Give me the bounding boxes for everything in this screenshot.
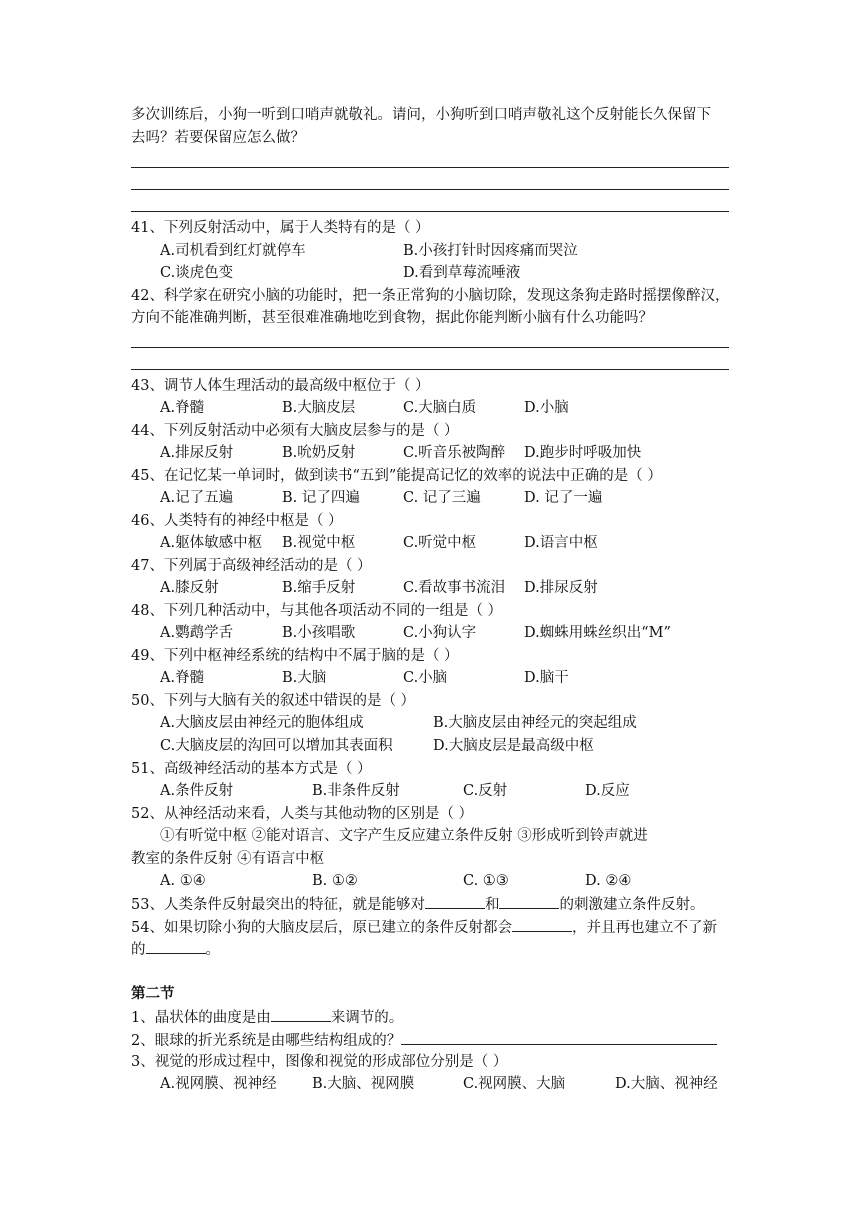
q52-items-line-2: 教室的条件反射 ④有语言中枢 (131, 851, 325, 867)
q52-option-c: C. ①③ (463, 873, 509, 889)
q52-stem: 52、从神经活动来看，人类与其他动物的区别是（ ） (131, 806, 474, 822)
s2-q2-text: 2、眼球的折光系统是由哪些结构组成的？ (131, 1033, 402, 1049)
section-heading: 第二节 (131, 985, 175, 1002)
s2-q3-option-d: D.大脑、视神经 (615, 1076, 718, 1092)
q54-line-1 (131, 917, 717, 937)
q51-option-c: C.反射 (463, 783, 508, 799)
q41-stem: 41、下列反射活动中，属于人类特有的是（ ） (131, 220, 430, 236)
q50-option-b: B.大脑皮层由神经元的突起组成 (433, 715, 637, 731)
q44-option-b: B.吮奶反射 (282, 445, 356, 461)
q45-option-d: D. 记了一遍 (524, 490, 603, 506)
q46-option-b: B.视觉中枢 (282, 535, 356, 551)
q45-option-c: C. 记了三遍 (403, 490, 481, 506)
q48-option-d: D.蜘蛛用蛛丝织出“M” (524, 625, 671, 641)
s2-q3-option-b: B.大脑、视网膜 (312, 1076, 415, 1092)
q41-option-b: B.小孩打针时因疼痛而哭泣 (403, 243, 578, 259)
q49-stem: 49、下列中枢神经系统的结构中不属于脑的是（ ） (131, 648, 459, 664)
answer-line (131, 211, 729, 212)
q52-option-d: D. ②④ (585, 873, 632, 889)
q44-option-a: A.排尿反射 (160, 445, 234, 461)
answer-line (131, 189, 729, 190)
s2-q1-text-2: 来调节的。 (330, 1010, 404, 1026)
q41-option-d: D.看到草莓流唾液 (403, 265, 521, 281)
q51-option-a: A.条件反射 (160, 783, 234, 799)
q43-stem: 43、调节人体生理活动的最高级中枢位于（ ） (131, 378, 430, 394)
fill-blank[interactable] (512, 917, 572, 932)
q44-option-d: D.跑步时呼吸加快 (524, 445, 642, 461)
q52-option-b: B. ①② (312, 873, 358, 889)
q46-stem: 46、人类特有的神经中枢是（ ） (131, 513, 343, 529)
answer-line (131, 167, 729, 168)
q45-stem: 45、在记忆某一单词时，做到读书“五到”能提高记忆的效率的说法中正确的是（ ） (131, 468, 662, 484)
q50-option-c: C.大脑皮层的沟回可以增加其表面积 (160, 738, 393, 754)
fill-blank[interactable] (401, 1030, 717, 1045)
q50-stem: 50、下列与大脑有关的叙述中错误的是（ ） (131, 693, 416, 709)
q44-option-c: C.听音乐被陶醉 (403, 445, 506, 461)
q47-option-a: A.膝反射 (160, 580, 219, 596)
q47-option-b: B.缩手反射 (282, 580, 356, 596)
q48-option-b: B.小孩唱歌 (282, 625, 356, 641)
q47-stem: 47、下列属于高级神经活动的是（ ） (131, 558, 372, 574)
q41-option-c: C.谈虎色变 (160, 265, 234, 281)
q42-line-2: 方向不能准确判断，甚至很难准确地吃到食物，据此你能判断小脑有什么功能吗？ (131, 310, 653, 326)
intro-line-1: 多次训练后，小狗一听到口哨声就敬礼。请问，小狗听到口哨声敬礼这个反射能长久保留下 (131, 107, 711, 123)
q42-line-1: 42、科学家在研究小脑的功能时，把一条正常狗的小脑切除，发现这条狗走路时摇摆像醉汉， (131, 288, 730, 304)
q52-option-a: A. ①④ (160, 873, 206, 889)
s2-q1-line (131, 1007, 403, 1027)
s2-q1-text-1: 1、晶状体的曲度是由 (131, 1010, 271, 1026)
s2-q3-option-a: A.视网膜、视神经 (160, 1076, 277, 1092)
s2-q3-option-c: C.视网膜、大脑 (463, 1076, 566, 1092)
q52-items-line-1: ①有听觉中枢 ②能对语言、文字产生反应建立条件反射 ③形成听到铃声就进 (160, 828, 648, 844)
answer-line (131, 369, 729, 370)
q46-option-c: C.听觉中枢 (403, 535, 477, 551)
q50-option-d: D.大脑皮层是最高级中枢 (433, 738, 594, 754)
q46-option-a: A.躯体敏感中枢 (160, 535, 263, 551)
q53-text-2: 和 (484, 897, 500, 913)
q50-option-a: A.大脑皮层由神经元的胞体组成 (160, 715, 364, 731)
q46-option-d: D.语言中枢 (524, 535, 598, 551)
fill-blank[interactable] (146, 939, 206, 954)
q49-option-b: B.大脑 (282, 670, 327, 686)
s2-q2-line (131, 1030, 717, 1050)
q49-option-a: A.脊髓 (160, 670, 205, 686)
answer-line (131, 347, 729, 348)
q45-option-a: A.记了五遍 (160, 490, 234, 506)
q54-text-2: ，并且再也建立不了新 (571, 920, 717, 936)
fill-blank[interactable] (499, 894, 559, 909)
q51-option-d: D.反应 (585, 783, 630, 799)
fill-blank[interactable] (425, 894, 485, 909)
q53-text-3: 的刺激建立条件反射。 (559, 897, 705, 913)
q53-text-1: 53、人类条件反射最突出的特征，就是能够对 (131, 897, 425, 913)
q51-stem: 51、高级神经活动的基本方式是（ ） (131, 761, 372, 777)
q43-option-d: D.小脑 (524, 400, 569, 416)
q43-option-c: C.大脑白质 (403, 400, 477, 416)
q54-text-3: 的 (131, 942, 146, 958)
q51-option-b: B.非条件反射 (312, 783, 400, 799)
s2-q3-stem: 3、视觉的形成过程中，图像和视觉的形成部位分别是（ ） (131, 1054, 508, 1070)
q43-option-b: B.大脑皮层 (282, 400, 356, 416)
q49-option-d: D.脑干 (524, 670, 569, 686)
q54-line-2 (131, 939, 220, 959)
q41-option-a: A.司机看到红灯就停车 (160, 243, 306, 259)
q53-line (131, 894, 704, 914)
q54-text-1: 54、如果切除小狗的大脑皮层后，原已建立的条件反射都会 (131, 920, 512, 936)
q54-text-4: 。 (205, 942, 220, 958)
intro-line-2: 去吗？若要保留应怎么做？ (131, 130, 305, 146)
q47-option-d: D.排尿反射 (524, 580, 598, 596)
q48-option-c: C.小狗认字 (403, 625, 477, 641)
q49-option-c: C.小脑 (403, 670, 448, 686)
q44-stem: 44、下列反射活动中必须有大脑皮层参与的是（ ） (131, 423, 459, 439)
q47-option-c: C.看故事书流泪 (403, 580, 506, 596)
q48-stem: 48、下列几种活动中，与其他各项活动不同的一组是（ ） (131, 603, 503, 619)
q43-option-a: A.脊髓 (160, 400, 205, 416)
q48-option-a: A.鹦鹉学舌 (160, 625, 234, 641)
q45-option-b: B. 记了四遍 (282, 490, 360, 506)
fill-blank[interactable] (271, 1007, 331, 1022)
